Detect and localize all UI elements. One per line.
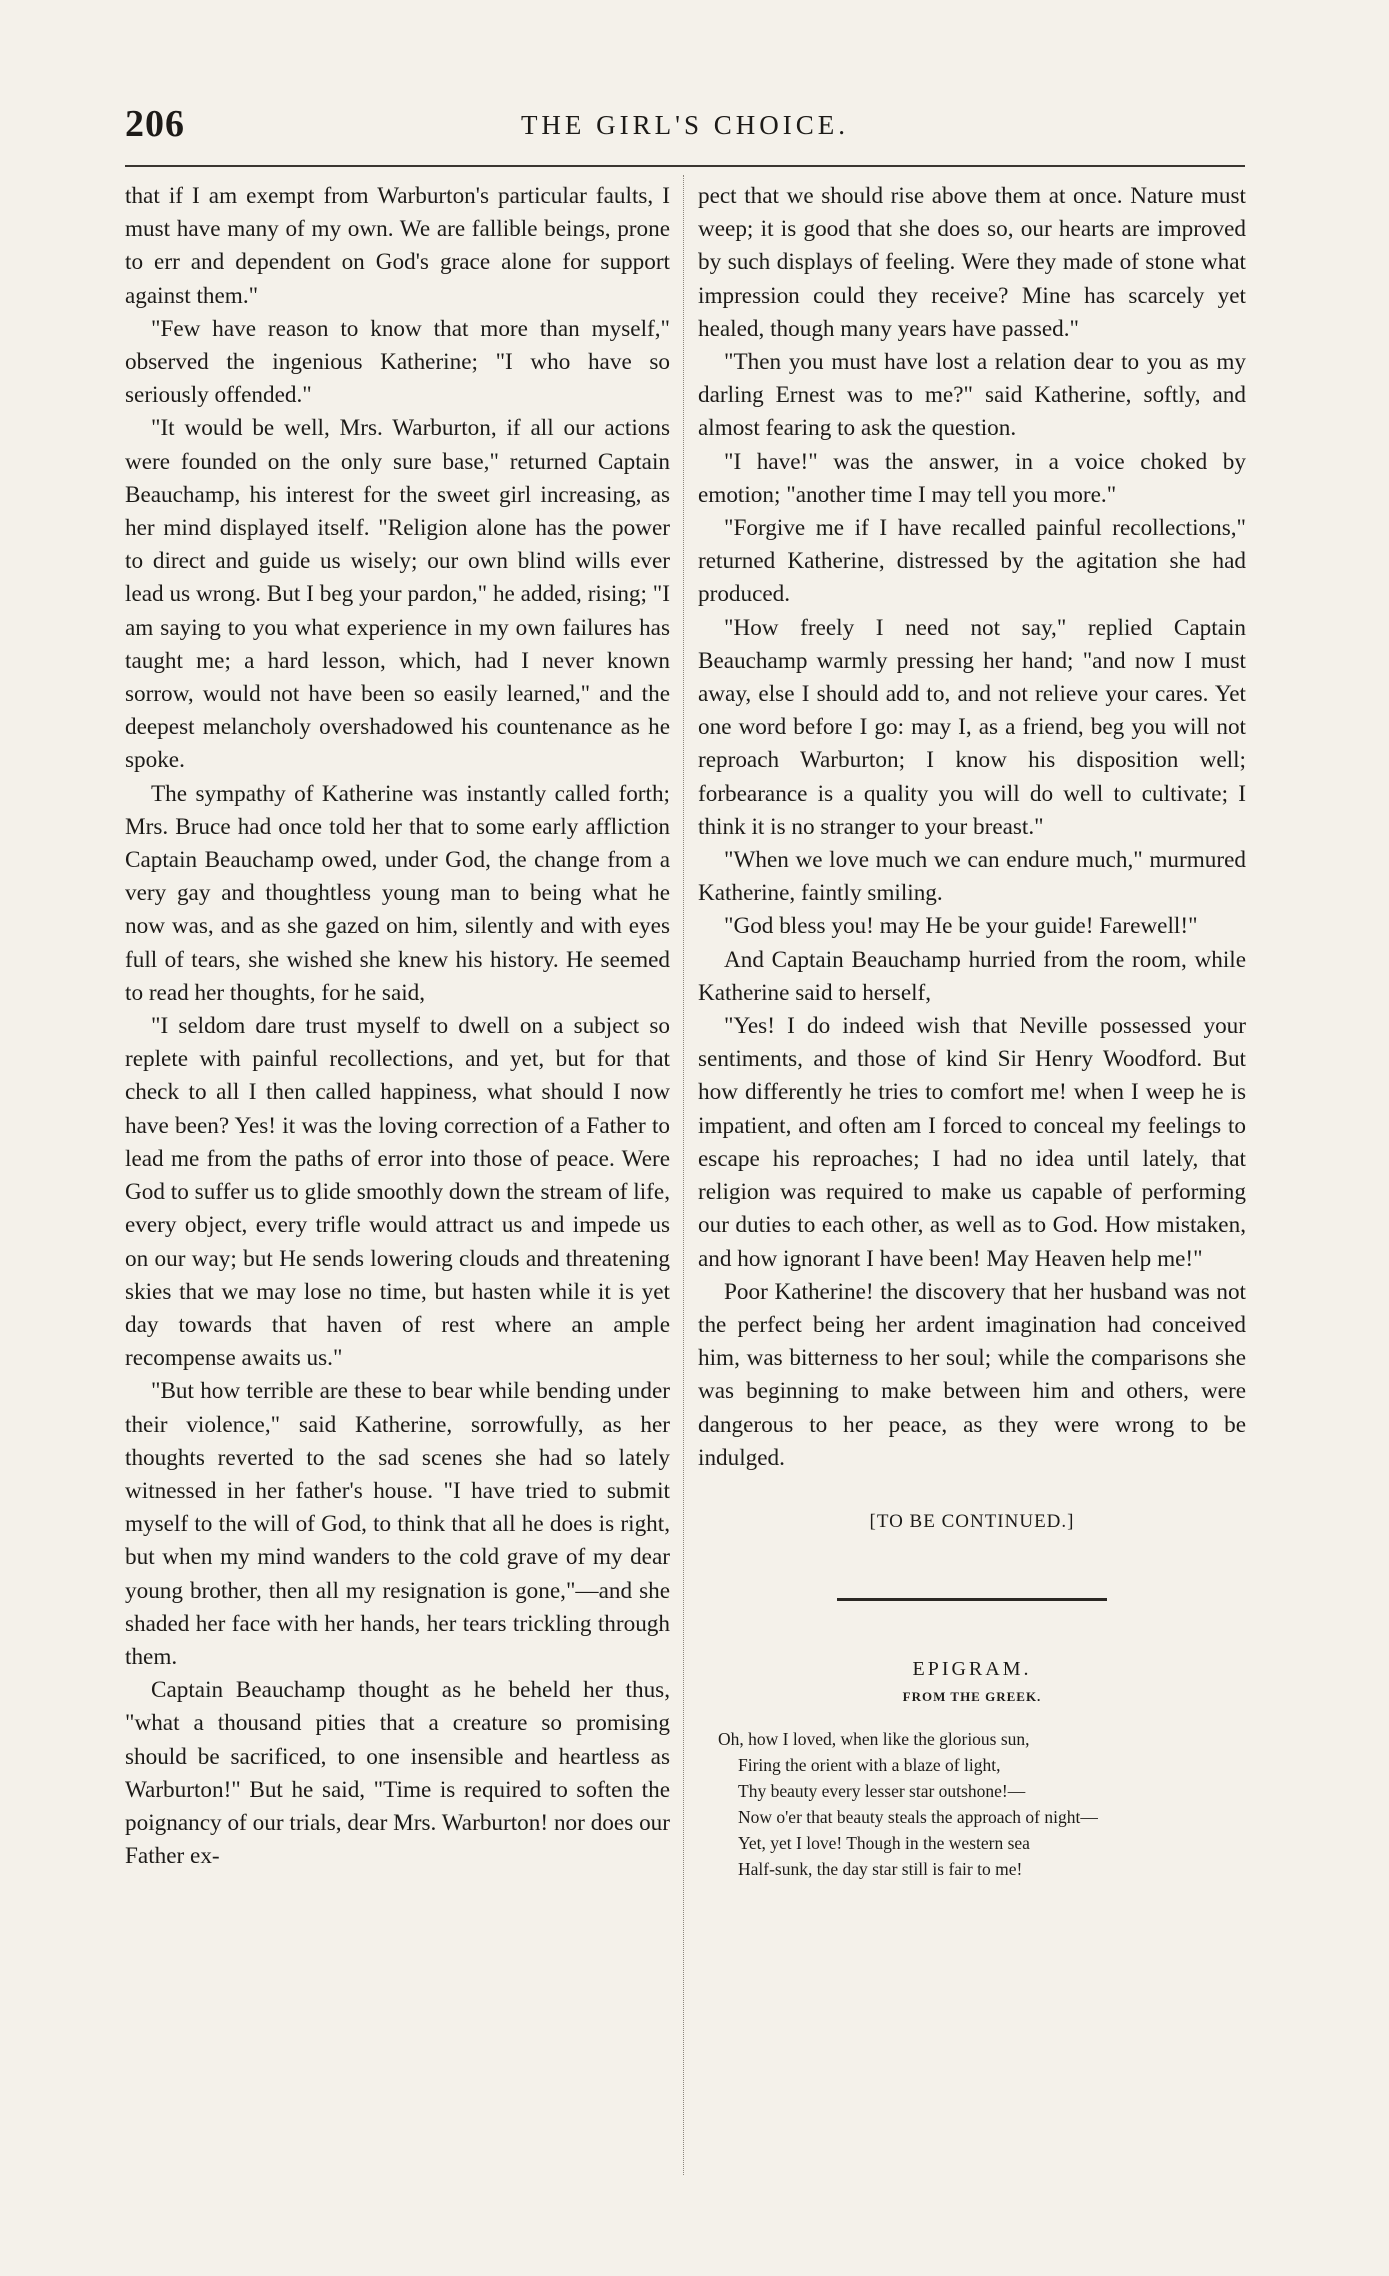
- paragraph: "I seldom dare trust myself to dwell on a subject so replete with painful recollections, and yet, but for that check to all I then called happiness, what should I now have been? Yes! it was the loving correction of a Father to lead me from the paths of error into those of peace. Were God to suffer us to glide smoothly down the stream of life, every object, every trifle would attract us and impede us on our way; but He sends lowering clouds and threatening skies that we may lose no time, but hasten while it is yet day towards that haven of rest where an ample recompense awaits us.": [125, 1013, 670, 1372]
- paragraph: "Then you must have lost a relation dear to you as my darling Ernest was to me?" said Katherine, softly, and almost fearing to ask the question.: [698, 349, 1246, 442]
- paragraph: "It would be well, Mrs. Warburton, if all our actions were founded on the only sure base," returned Captain Beauchamp, his interest for the sweet girl increasing, as her mind displayed itself. "Religion alone has the power to direct and guide us wisely; our own blind wills ever lead us wrong. But I beg your pardon," he added, rising; "I am saying to you what experience in my own failures has taught me; a hard lesson, which, had I never known sorrow, would not have been so easily learned," and the deepest melancholy overshadowed his countenance as he spoke.: [125, 415, 670, 774]
- paragraph: "I have!" was the answer, in a voice choked by emotion; "another time I may tell you more.": [698, 448, 1246, 508]
- page-number: 206: [125, 103, 185, 145]
- paragraph: "Few have reason to know that more than myself," observed the ingenious Katherine; "I who have so seriously offended.": [125, 315, 670, 409]
- continued-note: [TO BE CONTINUED.]: [869, 1510, 1075, 1532]
- poem: [698, 1726, 1246, 1882]
- header-rule: [125, 165, 1245, 167]
- page-header: [125, 100, 1245, 150]
- running-title: THE GIRL'S CHOICE.: [520, 110, 850, 140]
- paragraph: The sympathy of Katherine was instantly called forth; Mrs. Bruce had once told her that to some early affliction Captain Beauchamp owed, under God, the change from a very gay and thoughtless young man to being what he now was, and as she gazed on him, silently and with eyes full of tears, she wished she knew his history. He seemed to read her thoughts, for he said,: [125, 780, 670, 1006]
- paragraph: "When we love much we can endure much," murmured Katherine, faintly smiling.: [698, 847, 1246, 907]
- paragraph: that if I am exempt from Warburton's particular faults, I must have many of my own. We are fallible beings, prone to err and dependent on God's grace alone for support against them.": [125, 183, 670, 309]
- epigram-title: EPIGRAM.: [912, 1658, 1032, 1681]
- epigram-subtitle: FROM THE GREEK.: [902, 1689, 1042, 1705]
- left-column: [125, 180, 670, 1873]
- poem-line: Now o'er that beauty steals the approach of night—: [738, 1807, 1098, 1828]
- right-column: [698, 180, 1246, 1882]
- paragraph: "How freely I need not say," replied Captain Beauchamp warmly pressing her hand; "and now I must away, else I should add to, and not relieve your cares. Yet one word before I go: may I, as a friend, beg you will not reproach Warburton; I know his disposition well; forbearance is a quality you will do well to cultivate; I think it is no stranger to your breast.": [698, 614, 1246, 840]
- poem-line: Firing the orient with a blaze of light,: [738, 1755, 1001, 1776]
- paragraph: Captain Beauchamp thought as he beheld her thus, "what a thousand pities that a creature so promising should be sacrificed, to one insensible and heartless as Warburton!" But he said, "Time is required to soften the poignancy of our trials, dear Mrs. Warburton! nor does our Father ex-: [125, 1677, 670, 1870]
- poem-line: Yet, yet I love! Though in the western sea: [738, 1833, 1030, 1854]
- paragraph: pect that we should rise above them at once. Nature must weep; it is good that she does so, our hearts are improved by such displays of feeling. Were they made of stone what impression could they receive? Mine has scarcely yet healed, though many years have passed.": [698, 183, 1246, 342]
- poem-line: Half-sunk, the day star still is fair to me!: [738, 1859, 1023, 1880]
- paragraph: "Yes! I do indeed wish that Neville possessed your sentiments, and those of kind Sir Henry Woodford. But how differently he tries to comfort me! when I weep he is impatient, and often am I forced to conceal my feelings to escape his reproaches; I had no idea until lately, that religion was required to make us capable of performing our duties to each other, as well as to God. How mistaken, and how ignorant I have been! May Heaven help me!": [698, 1013, 1246, 1272]
- paragraph: And Captain Beauchamp hurried from the room, while Katherine said to herself,: [698, 946, 1246, 1006]
- section-separator: [837, 1598, 1107, 1601]
- poem-line: Oh, how I loved, when like the glorious sun,: [718, 1729, 1030, 1750]
- poem-line: Thy beauty every lesser star outshone!—: [738, 1781, 1026, 1802]
- column-divider: [683, 175, 684, 2175]
- paragraph: "But how terrible are these to bear while bending under their violence," said Katherine, sorrowfully, as her thoughts reverted to the sad scenes she had so lately witnessed in her father's house. "I have tried to submit myself to the will of God, to think that all he does is right, but when my mind wanders to the cold grave of my dear young brother, then all my resignation is gone,"—and she shaded her face with her hands, her tears trickling through them.: [125, 1378, 670, 1670]
- epigram: [698, 1656, 1246, 1882]
- paragraph: "God bless you! may He be your guide! Farewell!": [724, 913, 1198, 940]
- paragraph: "Forgive me if I have recalled painful recollections," returned Katherine, distressed by the agitation she had produced.: [698, 515, 1246, 608]
- paragraph: Poor Katherine! the discovery that her husband was not the perfect being her ardent imagination had conceived him, was bitterness to her soul; while the comparisons she was beginning to make between him and others, were dangerous to her peace, as they were wrong to be indulged.: [698, 1278, 1246, 1471]
